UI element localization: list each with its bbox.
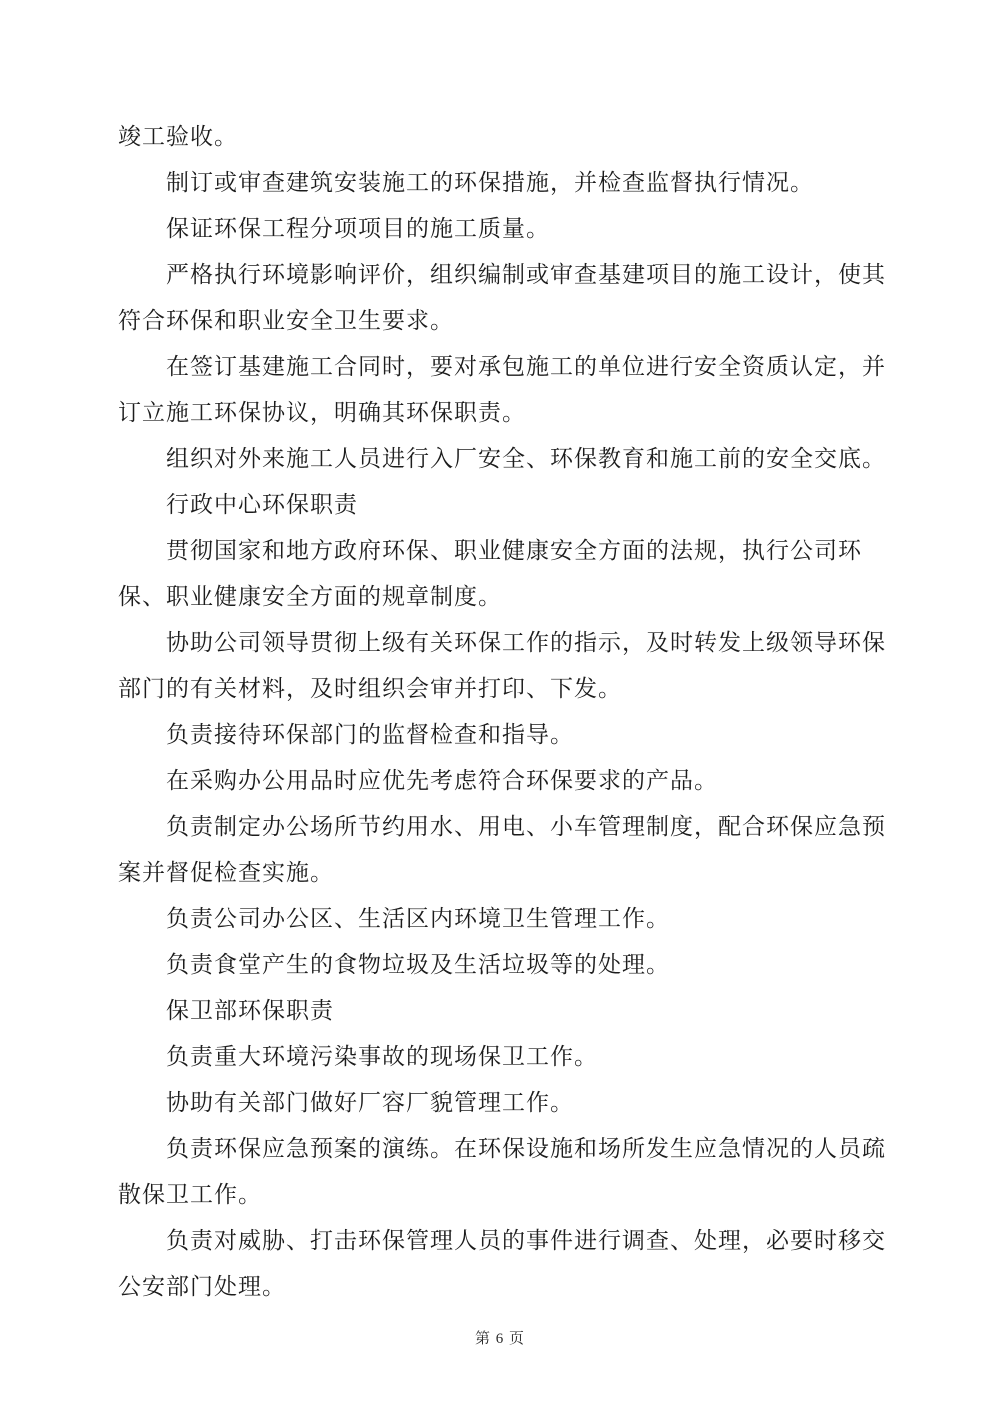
text-line: 订立施工环保协议，明确其环保职责。 <box>118 400 526 425</box>
text-line: 符合环保和职业安全卫生要求。 <box>118 308 454 333</box>
text-line: 制订或审查建筑安装施工的环保措施，并检查监督执行情况。 <box>166 170 814 195</box>
text-line: 保证环保工程分项项目的施工质量。 <box>166 216 550 241</box>
text-line: 负责公司办公区、生活区内环境卫生管理工作。 <box>166 906 670 931</box>
text-line: 保卫部环保职责 <box>166 998 334 1023</box>
text-line: 协助公司领导贯彻上级有关环保工作的指示，及时转发上级领导环保 <box>166 630 886 655</box>
page-number-footer: 第 6 页 <box>474 1331 525 1347</box>
text-line: 在签订基建施工合同时，要对承包施工的单位进行安全资质认定，并 <box>166 354 886 379</box>
text-line: 协助有关部门做好厂容厂貌管理工作。 <box>166 1090 574 1115</box>
text-line: 负责环保应急预案的演练。在环保设施和场所发生应急情况的人员疏 <box>166 1136 886 1161</box>
text-line: 负责接待环保部门的监督检查和指导。 <box>166 722 574 747</box>
text-line: 负责制定办公场所节约用水、用电、小车管理制度，配合环保应急预 <box>166 814 886 839</box>
text-line: 负责对威胁、打击环保管理人员的事件进行调查、处理，必要时移交 <box>166 1228 886 1253</box>
text-line: 严格执行环境影响评价，组织编制或审查基建项目的施工设计，使其 <box>166 262 886 287</box>
text-line: 负责重大环境污染事故的现场保卫工作。 <box>166 1044 598 1069</box>
document-body <box>118 114 888 1310</box>
text-line: 竣工验收。 <box>118 124 238 149</box>
text-line: 贯彻国家和地方政府环保、职业健康安全方面的法规，执行公司环 <box>166 538 862 563</box>
text-line: 散保卫工作。 <box>118 1182 262 1207</box>
text-line: 负责食堂产生的食物垃圾及生活垃圾等的处理。 <box>166 952 670 977</box>
text-line: 保、职业健康安全方面的规章制度。 <box>118 584 502 609</box>
text-line: 案并督促检查实施。 <box>118 860 334 885</box>
text-line: 公安部门处理。 <box>118 1274 286 1299</box>
text-line: 部门的有关材料，及时组织会审并打印、下发。 <box>118 676 622 701</box>
text-line: 行政中心环保职责 <box>166 492 358 517</box>
text-line: 组织对外来施工人员进行入厂安全、环保教育和施工前的安全交底。 <box>166 446 886 471</box>
text-line: 在采购办公用品时应优先考虑符合环保要求的产品。 <box>166 768 718 793</box>
